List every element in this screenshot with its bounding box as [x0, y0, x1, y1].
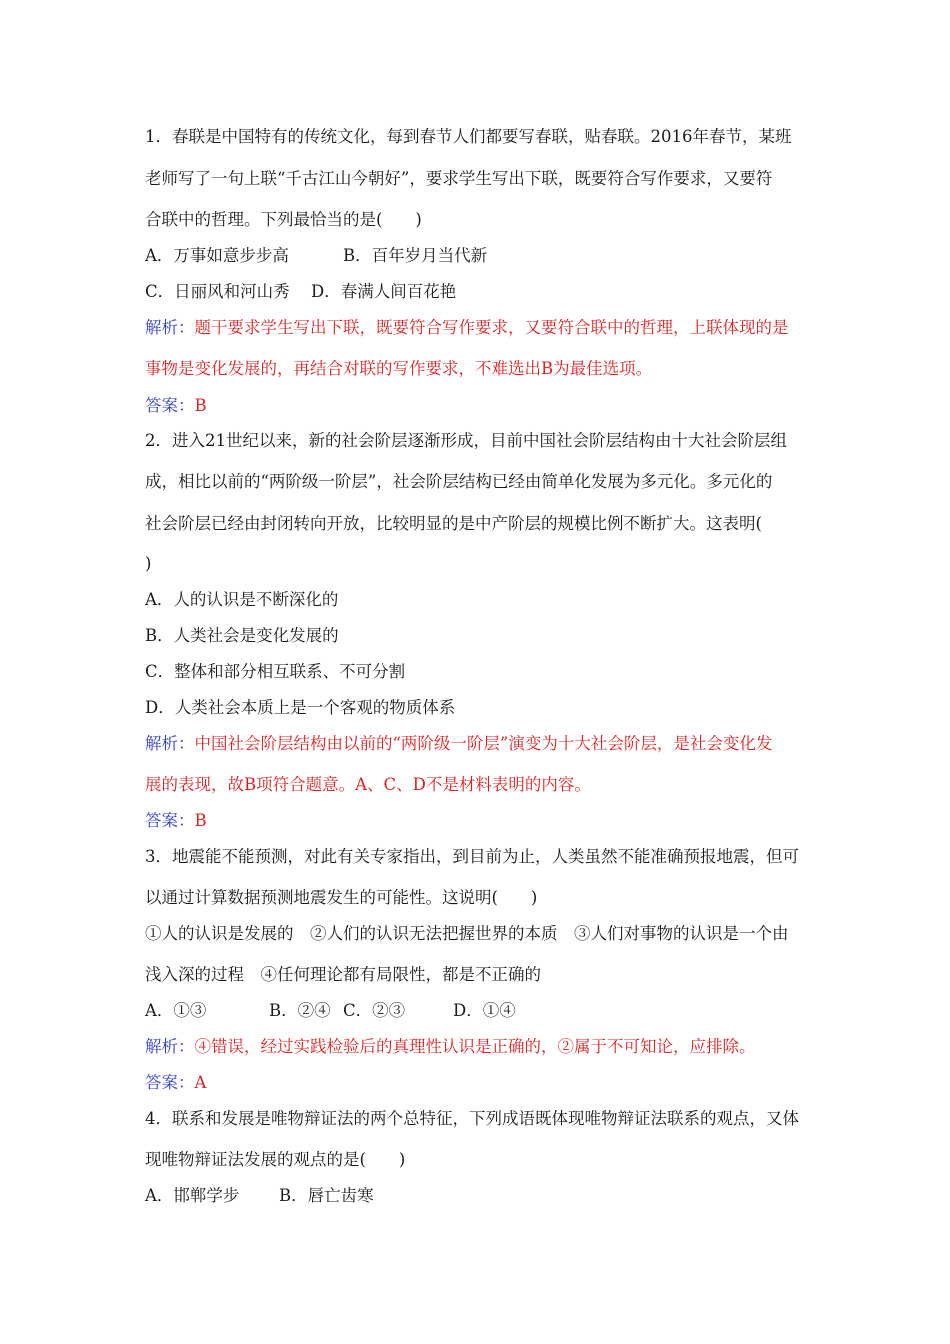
q4-option-b: B．唇亡齿寒 — [279, 1186, 374, 1205]
q2-answer-label: 答案： — [145, 811, 195, 830]
q1-analysis-label: 解析： — [145, 318, 195, 337]
q4-stem-line-2: 现唯物辩证法发展的观点的是( ) — [145, 1150, 406, 1169]
q1-answer-label: 答案： — [145, 396, 195, 415]
q3-statements-line-1: ①人的认识是发展的 ②人们的认识无法把握世界的本质 ③人们对事物的认识是一个由 — [145, 924, 789, 943]
q2-stem-line-1: 2．进入21世纪以来，新的社会阶层逐渐形成，目前中国社会阶层结构由十大社会阶层组 — [145, 431, 787, 450]
q1-stem-line-1: 1．春联是中国特有的传统文化，每到春节人们都要写春联，贴春联。2016年春节，某班 — [145, 127, 792, 146]
q2-option-b: B．人类社会是变化发展的 — [145, 626, 339, 645]
q3-option-a: A．①③ — [145, 1001, 207, 1020]
q2-analysis-label: 解析： — [145, 734, 195, 753]
q3-statements-line-2: 浅入深的过程 ④任何理论都有局限性，都是不正确的 — [145, 965, 541, 984]
q1-analysis-line-2: 事物是变化发展的，再结合对联的写作要求，不难选出B为最佳选项。 — [145, 359, 653, 378]
q4-stem-line-1: 4．联系和发展是唯物辩证法的两个总特征，下列成语既体现唯物辩证法联系的观点，又体 — [145, 1109, 799, 1128]
q1-option-a: A．万事如意步步高 — [145, 246, 289, 265]
q4-options-line — [145, 1185, 815, 1207]
q3-answer-value: A — [194, 1073, 207, 1092]
q1-stem-line-3: 合联中的哲理。下列最恰当的是( ) — [145, 210, 422, 229]
q3-analysis-line-1 — [145, 1036, 815, 1058]
q1-option-b: B．百年岁月当代新 — [343, 246, 488, 265]
q3-stem-line-1: 3．地震能不能预测，对此有关专家指出，到目前为止，人类虽然不能准确预报地震，但可 — [145, 847, 799, 866]
q3-analysis-text-1: ④错误，经过实践检验后的真理性认识是正确的，②属于不可知论，应排除。 — [194, 1037, 756, 1056]
q3-option-c: C．②③ — [343, 1001, 406, 1020]
q2-analysis-text-1: 中国社会阶层结构由以前的“两阶级一阶层”演变为十大社会阶层，是社会变化发 — [194, 734, 773, 753]
q1-options-line-1 — [145, 245, 815, 267]
q1-analysis-text-1: 题干要求学生写出下联，既要符合写作要求，又要符合联中的哲理，上联体现的是 — [194, 318, 789, 337]
q4-option-a: A．邯郸学步 — [145, 1186, 240, 1205]
q3-options-line — [145, 1000, 815, 1022]
q3-option-b: B．②④ — [269, 1001, 331, 1020]
q1-options-line-2 — [145, 281, 815, 303]
q2-option-d: D．人类社会本质上是一个客观的物质体系 — [145, 698, 456, 717]
q2-option-a: A．人的认识是不断深化的 — [145, 590, 339, 609]
q1-answer-value: B — [194, 396, 207, 415]
q2-stem-line-4: ) — [145, 554, 152, 573]
q3-analysis-label: 解析： — [145, 1037, 195, 1056]
q2-analysis-line-2: 展的表现，故B项符合题意。A、C、D不是材料表明的内容。 — [145, 775, 591, 794]
q3-option-d: D．①④ — [453, 1001, 516, 1020]
q2-answer-line — [145, 810, 815, 832]
q2-stem-line-2: 成，相比以前的“两阶级一阶层”，社会阶层结构已经由简单化发展为多元化。多元化的 — [145, 472, 773, 491]
q1-option-c: C．日丽风和河山秀 — [145, 282, 290, 301]
q1-analysis-line-1 — [145, 317, 815, 339]
q2-stem-line-3: 社会阶层已经由封闭转向开放，比较明显的是中产阶层的规模比例不断扩大。这表明( — [145, 514, 762, 533]
q3-answer-label: 答案： — [145, 1073, 195, 1092]
q2-analysis-line-1 — [145, 733, 815, 755]
q1-option-d: D．春满人间百花艳 — [311, 282, 457, 301]
q2-option-c: C．整体和部分相互联系、不可分割 — [145, 662, 406, 681]
q2-answer-value: B — [194, 811, 207, 830]
q3-answer-line — [145, 1072, 815, 1094]
q1-answer-line — [145, 395, 815, 417]
q1-stem-line-2: 老师写了一句上联“千古江山今朝好”，要求学生写出下联，既要符合写作要求，又要符 — [145, 169, 773, 188]
q3-stem-line-2: 以通过计算数据预测地震发生的可能性。这说明( ) — [145, 888, 538, 907]
